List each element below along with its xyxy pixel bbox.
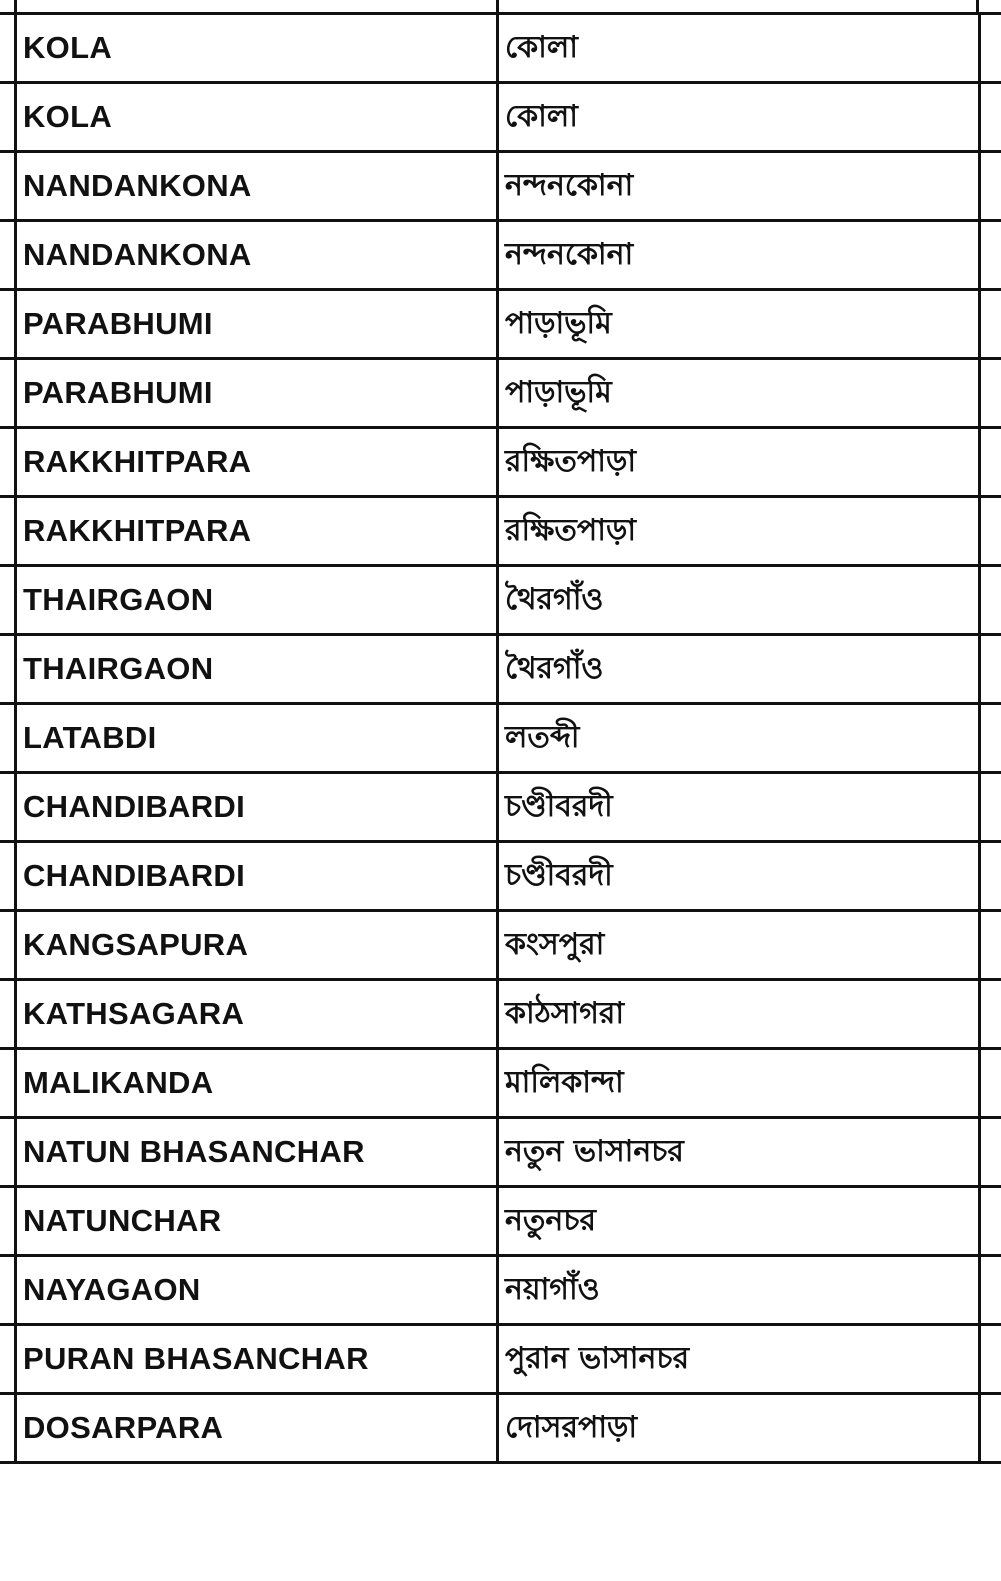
bengali-name-cell: রক্ষিতপাড়া	[496, 498, 978, 564]
bengali-name-cell: চণ্ডীবরদী	[496, 843, 978, 909]
table-row	[0, 1392, 1001, 1464]
row-left-margin	[0, 429, 14, 495]
bengali-name-cell: পাড়াভূমি	[496, 360, 978, 426]
english-name-cell: NATUNCHAR	[14, 1188, 496, 1254]
english-name-cell: KOLA	[14, 84, 496, 150]
bengali-name-cell: নয়াগাঁও	[496, 1257, 978, 1323]
bengali-name-cell: থৈরগাঁও	[496, 567, 978, 633]
english-name-cell: THAIRGAON	[14, 567, 496, 633]
table-row	[0, 978, 1001, 1047]
row-right-margin	[978, 981, 1001, 1047]
table-row	[0, 1323, 1001, 1392]
table-row	[0, 426, 1001, 495]
row-left-margin	[0, 360, 14, 426]
english-name-cell: NANDANKONA	[14, 222, 496, 288]
row-left-margin	[0, 705, 14, 771]
english-name-cell: PARABHUMI	[14, 291, 496, 357]
bengali-name-cell: রক্ষিতপাড়া	[496, 429, 978, 495]
row-left-margin	[0, 291, 14, 357]
bengali-name-cell: দোসরপাড়া	[496, 1395, 978, 1461]
row-right-margin	[978, 15, 1001, 81]
row-left-margin	[0, 84, 14, 150]
row-right-margin	[978, 222, 1001, 288]
english-name-cell: LATABDI	[14, 705, 496, 771]
table-row	[0, 564, 1001, 633]
english-name-cell: NATUN BHASANCHAR	[14, 1119, 496, 1185]
row-right-margin	[978, 1326, 1001, 1392]
row-left-margin	[0, 1326, 14, 1392]
table-row	[0, 702, 1001, 771]
table-row	[0, 840, 1001, 909]
row-right-margin	[978, 774, 1001, 840]
english-name-cell: KANGSAPURA	[14, 912, 496, 978]
bengali-name-cell: কংসপুরা	[496, 912, 978, 978]
table-row	[0, 357, 1001, 426]
column-divider	[496, 0, 499, 12]
row-right-margin	[978, 705, 1001, 771]
row-right-margin	[978, 1188, 1001, 1254]
bengali-name-cell: নন্দনকোনা	[496, 153, 978, 219]
bengali-name-cell: মালিকান্দা	[496, 1050, 978, 1116]
row-right-margin	[978, 567, 1001, 633]
row-left-margin	[0, 153, 14, 219]
row-right-margin	[978, 1050, 1001, 1116]
table-row	[0, 633, 1001, 702]
bengali-name-cell: নন্দনকোনা	[496, 222, 978, 288]
bengali-name-cell: নতুনচর	[496, 1188, 978, 1254]
bengali-name-cell: থৈরগাঁও	[496, 636, 978, 702]
row-right-margin	[978, 912, 1001, 978]
bengali-name-cell: নতুন ভাসানচর	[496, 1119, 978, 1185]
row-right-margin	[978, 636, 1001, 702]
english-name-cell: CHANDIBARDI	[14, 774, 496, 840]
row-left-margin	[0, 636, 14, 702]
bengali-name-cell: কোলা	[496, 15, 978, 81]
english-name-cell: KATHSAGARA	[14, 981, 496, 1047]
bengali-name-cell: চণ্ডীবরদী	[496, 774, 978, 840]
table-top-remnant	[14, 0, 979, 12]
bengali-name-cell: পাড়াভূমি	[496, 291, 978, 357]
english-name-cell: MALIKANDA	[14, 1050, 496, 1116]
row-left-margin	[0, 843, 14, 909]
english-name-cell: THAIRGAON	[14, 636, 496, 702]
table-row	[0, 1185, 1001, 1254]
table-row	[0, 288, 1001, 357]
table-row	[0, 909, 1001, 978]
row-left-margin	[0, 1188, 14, 1254]
english-name-cell: KOLA	[14, 15, 496, 81]
row-left-margin	[0, 774, 14, 840]
english-name-cell: NANDANKONA	[14, 153, 496, 219]
english-name-cell: RAKKHITPARA	[14, 429, 496, 495]
row-right-margin	[978, 153, 1001, 219]
table-row	[0, 1254, 1001, 1323]
row-left-margin	[0, 981, 14, 1047]
bengali-name-cell: কোলা	[496, 84, 978, 150]
row-left-margin	[0, 1395, 14, 1461]
english-name-cell: RAKKHITPARA	[14, 498, 496, 564]
row-right-margin	[978, 1119, 1001, 1185]
row-left-margin	[0, 1257, 14, 1323]
table-row	[0, 219, 1001, 288]
bengali-name-cell: কাঠসাগরা	[496, 981, 978, 1047]
row-right-margin	[978, 843, 1001, 909]
bengali-name-cell: পুরান ভাসানচর	[496, 1326, 978, 1392]
row-left-margin	[0, 498, 14, 564]
row-right-margin	[978, 1257, 1001, 1323]
english-name-cell: PURAN BHASANCHAR	[14, 1326, 496, 1392]
row-right-margin	[978, 1395, 1001, 1461]
row-right-margin	[978, 291, 1001, 357]
row-right-margin	[978, 84, 1001, 150]
english-name-cell: DOSARPARA	[14, 1395, 496, 1461]
row-left-margin	[0, 15, 14, 81]
table-row	[0, 12, 1001, 81]
table-row	[0, 81, 1001, 150]
row-left-margin	[0, 222, 14, 288]
english-name-cell: PARABHUMI	[14, 360, 496, 426]
table-row	[0, 150, 1001, 219]
row-left-margin	[0, 1119, 14, 1185]
english-name-cell: NAYAGAON	[14, 1257, 496, 1323]
table-row	[0, 495, 1001, 564]
english-name-cell: CHANDIBARDI	[14, 843, 496, 909]
row-right-margin	[978, 360, 1001, 426]
table-row	[0, 1116, 1001, 1185]
place-names-table	[0, 12, 1001, 1464]
table-row	[0, 1047, 1001, 1116]
bengali-name-cell: লতব্দী	[496, 705, 978, 771]
row-left-margin	[0, 1050, 14, 1116]
table-row	[0, 771, 1001, 840]
row-right-margin	[978, 429, 1001, 495]
row-right-margin	[978, 498, 1001, 564]
row-left-margin	[0, 912, 14, 978]
row-left-margin	[0, 567, 14, 633]
